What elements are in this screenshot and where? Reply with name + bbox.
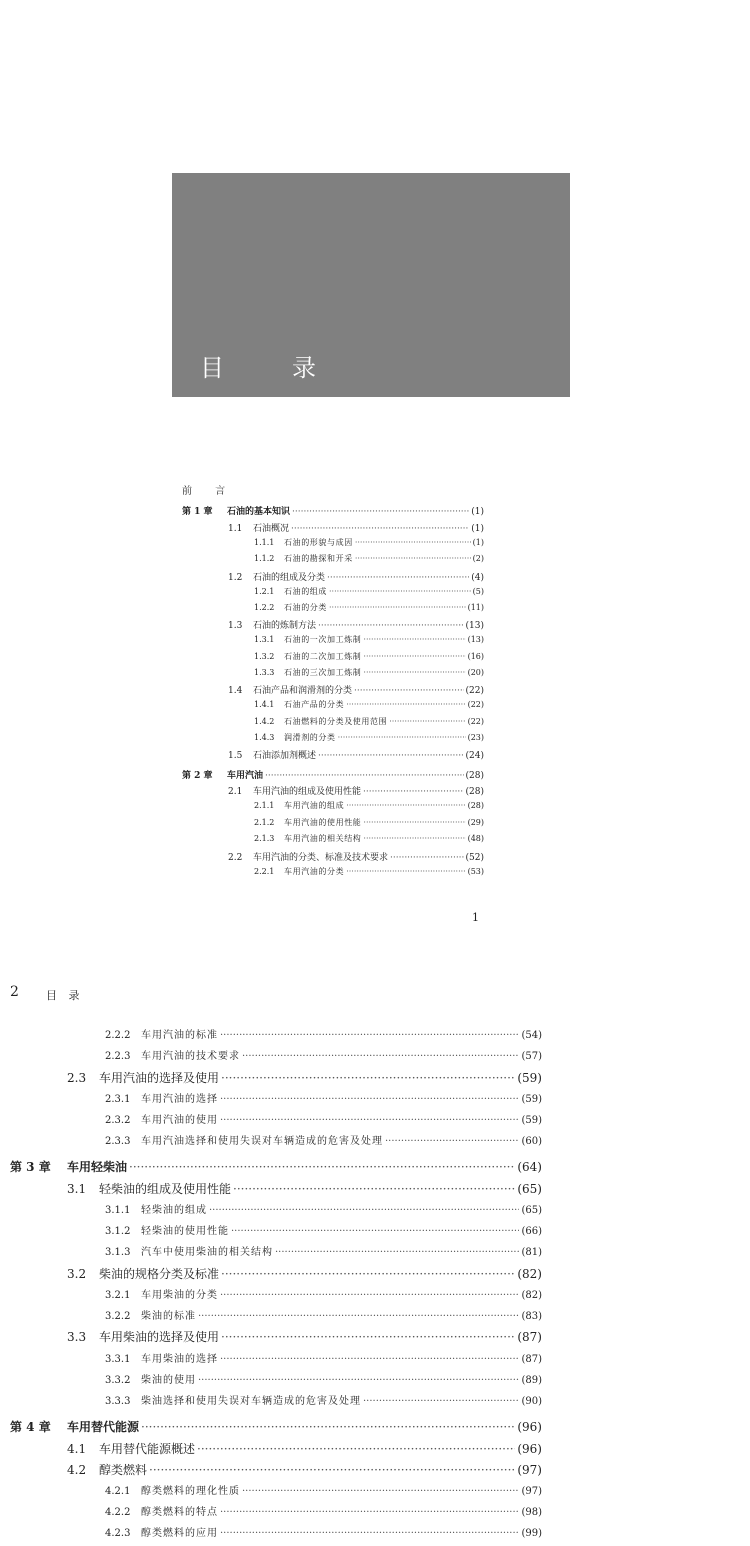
toc-section-entry[interactable] xyxy=(67,1440,542,1457)
toc-subsection-entry[interactable] xyxy=(254,553,484,564)
toc-entry-number: 3.1.3 xyxy=(105,1247,131,1258)
toc-entry-title: 车用汽油的组成及使用性能 xyxy=(253,787,362,797)
toc-subsection-entry[interactable] xyxy=(105,1350,542,1365)
toc-entry-number: 第 4 章 xyxy=(10,1420,51,1434)
toc-entry-title: 石油的基本知识 xyxy=(227,507,291,517)
toc-subsection-entry[interactable] xyxy=(105,1482,542,1497)
dot-leader xyxy=(233,1182,515,1196)
toc-entry-number: 2.3.3 xyxy=(105,1136,131,1147)
toc-entry-title: 石油燃料的分类及使用范围 xyxy=(284,717,388,726)
toc-entry-page: (16) xyxy=(467,652,484,661)
toc-entry-page: (83) xyxy=(521,1311,542,1322)
dot-leader xyxy=(242,1051,519,1062)
toc-entry-title: 醇类燃料的理化性质 xyxy=(141,1486,240,1497)
dot-leader xyxy=(329,603,466,612)
dot-leader xyxy=(346,867,465,876)
toc-entry-page: (13) xyxy=(467,635,484,644)
dot-leader xyxy=(220,1528,519,1539)
toc-entry-title: 车用柴油的分类 xyxy=(141,1290,218,1301)
dot-leader xyxy=(221,1330,515,1344)
dot-leader xyxy=(363,668,465,677)
toc-subsection-entry[interactable] xyxy=(105,1111,542,1126)
running-page-number: 2 xyxy=(10,984,19,1000)
toc-entry-number: 1.3.3 xyxy=(254,668,275,677)
toc-subsection-entry[interactable] xyxy=(254,800,484,811)
toc-entry-number: 1.3.2 xyxy=(254,652,275,661)
dot-leader xyxy=(291,524,469,534)
toc-entry-number: 1.4.3 xyxy=(254,733,275,742)
dot-leader xyxy=(231,1226,519,1237)
toc-entry-title: 柴油的使用 xyxy=(141,1375,196,1386)
toc-entry-page: (87) xyxy=(521,1354,542,1365)
toc-entry-number: 1.1.1 xyxy=(254,538,275,547)
toc-subsection-entry[interactable] xyxy=(105,1392,542,1407)
toc-entry-number: 2.2.2 xyxy=(105,1030,131,1041)
dot-leader xyxy=(363,635,465,644)
toc-entry-title: 醇类燃料的应用 xyxy=(141,1528,218,1539)
toc-entry-number: 第 3 章 xyxy=(10,1160,51,1174)
toc-entry-number: 2.1.2 xyxy=(254,818,275,827)
toc-subsection-entry[interactable] xyxy=(254,817,484,828)
toc-entry-page: (13) xyxy=(465,621,484,631)
toc-entry-number: 3.3 xyxy=(67,1330,87,1344)
toc-section-entry[interactable] xyxy=(228,850,484,863)
toc-entry-number: 4.2.2 xyxy=(105,1507,131,1518)
toc-entry-page: (60) xyxy=(521,1136,542,1147)
toc-entry-page: (87) xyxy=(517,1330,542,1344)
dot-leader xyxy=(363,818,465,827)
dot-leader xyxy=(327,573,469,583)
toc-entry-title: 车用汽油的使用 xyxy=(141,1115,218,1126)
toc-subsection-entry[interactable] xyxy=(254,866,484,877)
toc-entry-page: (4) xyxy=(471,573,484,583)
toc-entry-page: (48) xyxy=(467,834,484,843)
toc-section-entry[interactable] xyxy=(228,521,484,534)
toc-entry-page: (59) xyxy=(521,1115,542,1126)
toc-entry-page: (53) xyxy=(467,867,484,876)
toc-subsection-entry[interactable] xyxy=(105,1503,542,1518)
toc-entry-title: 柴油的规格分类及标准 xyxy=(99,1267,220,1281)
toc-subsection-entry[interactable] xyxy=(254,602,484,613)
toc-entry-number: 1.1.2 xyxy=(254,554,275,563)
toc-entry-page: (81) xyxy=(521,1247,542,1258)
toc-entry-page: (96) xyxy=(517,1420,542,1434)
toc-entry-title: 醇类燃料的特点 xyxy=(141,1507,218,1518)
dot-leader xyxy=(346,700,465,709)
toc-entry-page: (22) xyxy=(465,686,484,696)
dot-leader xyxy=(209,1205,519,1216)
toc-entry-page: (28) xyxy=(465,771,484,781)
toc-entry-title: 车用汽油的选择及使用 xyxy=(99,1071,220,1085)
toc-entry-title: 石油的一次加工炼制 xyxy=(284,635,362,644)
preface-entry[interactable]: 前 言 xyxy=(182,486,236,497)
toc-entry-page: (98) xyxy=(521,1507,542,1518)
dot-leader xyxy=(390,853,464,863)
toc-entry-title: 轻柴油的组成及使用性能 xyxy=(99,1182,232,1196)
dot-leader xyxy=(221,1071,515,1085)
toc-entry-page: (99) xyxy=(521,1528,542,1539)
toc-entry-number: 1.2 xyxy=(228,573,243,583)
toc-entry-number: 2.1 xyxy=(228,787,243,797)
toc-chapter-entry[interactable] xyxy=(10,1418,542,1435)
toc-entry-page: (20) xyxy=(467,668,484,677)
toc-entry-title: 柴油的标准 xyxy=(141,1311,196,1322)
toc-subsection-entry[interactable] xyxy=(105,1090,542,1105)
toc-entry-number: 1.3 xyxy=(228,621,243,631)
toc-entry-title: 车用汽油的标准 xyxy=(141,1030,218,1041)
toc-title: 目 录 xyxy=(200,354,338,382)
dot-leader xyxy=(363,834,465,843)
dot-leader xyxy=(129,1160,515,1174)
toc-subsection-entry[interactable] xyxy=(105,1524,542,1539)
toc-entry-title: 车用汽油的技术要求 xyxy=(141,1051,240,1062)
toc-chapter-entry[interactable] xyxy=(182,768,484,781)
dot-leader xyxy=(242,1486,519,1497)
dot-leader xyxy=(141,1420,515,1434)
toc-entry-title: 车用轻柴油 xyxy=(67,1160,128,1174)
page-folio: 1 xyxy=(472,911,479,924)
toc-entry-number: 2.3.2 xyxy=(105,1115,131,1126)
toc-entry-number: 3.3.2 xyxy=(105,1375,131,1386)
dot-leader xyxy=(354,686,464,696)
dot-leader xyxy=(292,507,469,517)
running-title: 目 录 xyxy=(46,989,84,1002)
dot-leader xyxy=(329,587,471,596)
toc-subsection-entry[interactable] xyxy=(254,833,484,844)
toc-entry-title: 车用汽油的相关结构 xyxy=(284,834,362,843)
toc-subsection-entry[interactable] xyxy=(254,716,484,727)
toc-subsection-entry[interactable] xyxy=(105,1201,542,1216)
toc-section-entry[interactable] xyxy=(228,748,484,761)
dot-leader xyxy=(318,751,464,761)
dot-leader xyxy=(197,1442,515,1456)
toc-section-entry[interactable] xyxy=(228,683,484,696)
toc-entry-title: 醇类燃料 xyxy=(99,1463,148,1477)
toc-entry-title: 石油产品的分类 xyxy=(284,700,345,709)
toc-entry-page: (54) xyxy=(521,1030,542,1041)
toc-subsection-entry[interactable] xyxy=(105,1286,542,1301)
toc-subsection-entry[interactable] xyxy=(254,651,484,662)
toc-subsection-entry[interactable] xyxy=(254,586,484,597)
dot-leader xyxy=(385,1136,519,1147)
dot-leader xyxy=(338,733,466,742)
toc-entry-page: (28) xyxy=(467,801,484,810)
toc-entry-page: (52) xyxy=(465,853,484,863)
dot-leader xyxy=(220,1354,519,1365)
toc-entry-number: 3.1 xyxy=(67,1182,87,1196)
toc-entry-page: (96) xyxy=(517,1442,542,1456)
toc-section-entry[interactable] xyxy=(228,784,484,797)
toc-entry-number: 1.2.2 xyxy=(254,603,275,612)
toc-entry-number: 2.3 xyxy=(67,1071,87,1085)
toc-subsection-entry[interactable] xyxy=(105,1307,542,1322)
toc-entry-page: (23) xyxy=(467,733,484,742)
toc-entry-page: (97) xyxy=(517,1463,542,1477)
toc-section-entry[interactable] xyxy=(228,618,484,631)
toc-entry-page: (22) xyxy=(467,700,484,709)
toc-entry-number: 2.1.1 xyxy=(254,801,275,810)
toc-entry-page: (22) xyxy=(467,717,484,726)
toc-entry-number: 2.3.1 xyxy=(105,1094,131,1105)
dot-leader xyxy=(220,1094,519,1105)
toc-entry-title: 车用汽油的选择 xyxy=(141,1094,218,1105)
toc-subsection-entry[interactable] xyxy=(254,634,484,645)
dot-leader xyxy=(275,1247,519,1258)
toc-entry-page: (59) xyxy=(517,1071,542,1085)
dot-leader xyxy=(363,1396,519,1407)
toc-entry-title: 车用替代能源 xyxy=(67,1420,140,1434)
toc-entry-number: 4.2 xyxy=(67,1463,87,1477)
toc-entry-number: 1.5 xyxy=(228,751,243,761)
toc-entry-title: 车用汽油的组成 xyxy=(284,801,345,810)
toc-subsection-entry[interactable] xyxy=(254,537,484,548)
toc-entry-title: 轻柴油的使用性能 xyxy=(141,1226,229,1237)
dot-leader xyxy=(363,787,464,797)
toc-subsection-entry[interactable] xyxy=(105,1371,542,1386)
toc-entry-page: (1) xyxy=(472,538,484,547)
toc-entry-number: 3.2.2 xyxy=(105,1311,131,1322)
toc-entry-page: (28) xyxy=(465,787,484,797)
dot-leader xyxy=(389,717,465,726)
toc-subsection-entry[interactable] xyxy=(254,732,484,743)
dot-leader xyxy=(149,1463,515,1477)
toc-entry-title: 石油产品和润滑剂的分类 xyxy=(253,686,353,696)
toc-subsection-entry[interactable] xyxy=(105,1047,542,1062)
toc-entry-title: 车用柴油的选择及使用 xyxy=(99,1330,220,1344)
toc-entry-title: 石油的组成 xyxy=(284,587,327,596)
toc-entry-number: 4.2.3 xyxy=(105,1528,131,1539)
toc-entry-title: 车用汽油 xyxy=(227,771,264,781)
toc-entry-title: 石油的炼制方法 xyxy=(253,621,317,631)
toc-entry-page: (1) xyxy=(471,507,484,517)
toc-entry-number: 1.4 xyxy=(228,686,243,696)
toc-entry-page: (24) xyxy=(465,751,484,761)
toc-entry-number: 2.1.3 xyxy=(254,834,275,843)
toc-entry-title: 柴油选择和使用失误对车辆造成的危害及处理 xyxy=(141,1396,361,1407)
toc-entry-number: 2.2 xyxy=(228,853,243,863)
toc-entry-number: 4.2.1 xyxy=(105,1486,131,1497)
toc-section-entry[interactable] xyxy=(67,1328,542,1345)
dot-leader xyxy=(220,1290,519,1301)
toc-entry-number: 1.3.1 xyxy=(254,635,275,644)
toc-entry-number: 第 1 章 xyxy=(182,507,213,517)
dot-leader xyxy=(355,538,471,547)
toc-subsection-entry[interactable] xyxy=(105,1026,542,1041)
toc-entry-page: (5) xyxy=(472,587,484,596)
toc-entry-title: 石油的三次加工炼制 xyxy=(284,668,362,677)
toc-entry-page: (59) xyxy=(521,1094,542,1105)
toc-entry-number: 3.1.2 xyxy=(105,1226,131,1237)
toc-entry-title: 车用替代能源概述 xyxy=(99,1442,196,1456)
toc-entry-title: 车用汽油选择和使用失误对车辆造成的危害及处理 xyxy=(141,1136,383,1147)
toc-entry-title: 轻柴油的组成 xyxy=(141,1205,207,1216)
dot-leader xyxy=(265,771,464,781)
toc-entry-page: (65) xyxy=(521,1205,542,1216)
toc-entry-page: (66) xyxy=(521,1226,542,1237)
toc-entry-title: 石油概况 xyxy=(253,524,290,534)
toc-chapter-entry[interactable] xyxy=(10,1158,542,1175)
toc-subsection-entry[interactable] xyxy=(254,667,484,678)
dot-leader xyxy=(198,1311,519,1322)
dot-leader xyxy=(221,1267,515,1281)
toc-entry-page: (2) xyxy=(472,554,484,563)
toc-entry-number: 3.2 xyxy=(67,1267,87,1281)
toc-entry-title: 车用汽油的分类 xyxy=(284,867,345,876)
dot-leader xyxy=(220,1030,519,1041)
toc-entry-number: 3.1.1 xyxy=(105,1205,131,1216)
title-banner xyxy=(172,173,570,397)
toc-entry-page: (64) xyxy=(517,1160,542,1174)
toc-entry-number: 第 2 章 xyxy=(182,771,213,781)
toc-entry-title: 石油的形貌与成因 xyxy=(284,538,353,547)
toc-entry-title: 石油添加剂概述 xyxy=(253,751,317,761)
toc-entry-title: 石油的分类 xyxy=(284,603,327,612)
toc-section-entry[interactable] xyxy=(228,570,484,583)
dot-leader xyxy=(318,621,464,631)
toc-entry-page: (65) xyxy=(517,1182,542,1196)
toc-entry-number: 1.4.1 xyxy=(254,700,275,709)
toc-entry-page: (97) xyxy=(521,1486,542,1497)
toc-section-entry[interactable] xyxy=(67,1265,542,1282)
toc-entry-number: 1.2.1 xyxy=(254,587,275,596)
toc-subsection-entry[interactable] xyxy=(105,1222,542,1237)
toc-entry-number: 1.4.2 xyxy=(254,717,275,726)
toc-entry-title: 车用汽油的分类、标准及技术要求 xyxy=(253,853,389,863)
toc-entry-page: (82) xyxy=(521,1290,542,1301)
toc-entry-title: 车用柴油的选择 xyxy=(141,1354,218,1365)
toc-entry-page: (11) xyxy=(467,603,484,612)
dot-leader xyxy=(346,801,465,810)
toc-entry-number: 2.2.3 xyxy=(105,1051,131,1062)
toc-entry-number: 1.1 xyxy=(228,524,243,534)
toc-section-entry[interactable] xyxy=(67,1461,542,1478)
dot-leader xyxy=(355,554,471,563)
toc-entry-number: 2.2.1 xyxy=(254,867,275,876)
toc-entry-title: 石油的二次加工炼制 xyxy=(284,652,362,661)
toc-entry-title: 润滑剂的分类 xyxy=(284,733,336,742)
toc-entry-page: (82) xyxy=(517,1267,542,1281)
toc-entry-number: 3.3.1 xyxy=(105,1354,131,1365)
dot-leader xyxy=(220,1507,519,1518)
toc-entry-title: 石油的组成及分类 xyxy=(253,573,326,583)
toc-chapter-entry[interactable] xyxy=(182,504,484,517)
dot-leader xyxy=(198,1375,519,1386)
toc-entry-title: 车用汽油的使用性能 xyxy=(284,818,362,827)
toc-entry-page: (1) xyxy=(471,524,484,534)
toc-subsection-entry[interactable] xyxy=(105,1132,542,1147)
toc-entry-title: 汽车中使用柴油的相关结构 xyxy=(141,1247,273,1258)
toc-section-entry[interactable] xyxy=(67,1069,542,1086)
toc-entry-number: 3.2.1 xyxy=(105,1290,131,1301)
dot-leader xyxy=(363,652,465,661)
dot-leader xyxy=(220,1115,519,1126)
toc-subsection-entry[interactable] xyxy=(254,699,484,710)
toc-entry-page: (29) xyxy=(467,818,484,827)
toc-entry-page: (89) xyxy=(521,1375,542,1386)
toc-entry-title: 石油的勘探和开采 xyxy=(284,554,353,563)
toc-entry-page: (90) xyxy=(521,1396,542,1407)
toc-entry-number: 3.3.3 xyxy=(105,1396,131,1407)
toc-section-entry[interactable] xyxy=(67,1180,542,1197)
toc-subsection-entry[interactable] xyxy=(105,1243,542,1258)
toc-entry-number: 4.1 xyxy=(67,1442,87,1456)
toc-entry-page: (57) xyxy=(521,1051,542,1062)
